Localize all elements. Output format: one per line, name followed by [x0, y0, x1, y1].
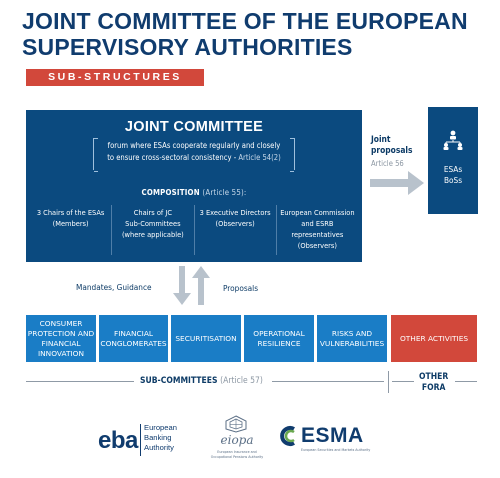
org-chart-icon — [442, 130, 464, 150]
joint-proposals-label — [371, 134, 421, 156]
eba-logo-line: Banking — [144, 433, 172, 442]
other-fora-label — [419, 372, 448, 394]
description-line-2 — [96, 152, 292, 164]
joint-proposals-line: proposals — [371, 145, 413, 155]
subcommittee-line: CONGLOMERATES — [100, 338, 167, 348]
esas-line-2: BoSs — [443, 175, 463, 185]
composition-article: (Article 55): — [202, 188, 247, 197]
subcommittee-line: VULNERABILITIES — [319, 338, 385, 348]
other-activities-box — [391, 315, 477, 362]
other-fora-line-left — [392, 381, 414, 382]
member-line: (Observers) — [215, 219, 255, 228]
eba-logo-divider — [140, 424, 141, 456]
up-arrow-icon — [192, 266, 210, 305]
down-arrow-icon — [173, 266, 191, 305]
right-arrow-icon — [370, 171, 426, 195]
subcommittee-securitisation — [171, 315, 241, 362]
joint-proposals-article: Article 56 — [371, 159, 404, 168]
subcommittees-line-left — [26, 381, 134, 382]
eba-logo-line: Authority — [144, 443, 174, 452]
member-subcommittee-chairs — [111, 205, 193, 255]
esas-text — [428, 164, 478, 186]
member-line: Chairs of JC — [133, 208, 172, 217]
esma-emblem-icon — [279, 425, 299, 447]
subcommittees-label: SUB-COMMITTEES — [140, 376, 218, 386]
eiopa-emblem-icon — [224, 415, 248, 433]
subcommittees-article: (Article 57) — [220, 376, 263, 386]
joint-committee-description — [96, 140, 292, 164]
composition-members — [30, 205, 358, 255]
eba-logo-line: European — [144, 423, 177, 432]
member-line: (Members) — [52, 219, 89, 228]
subcommittee-line: OTHER ACTIVITIES — [399, 333, 469, 343]
member-line: (where applicable) — [121, 230, 184, 239]
joint-committee-box — [26, 110, 362, 262]
subcommittee-line: RISKS AND — [331, 328, 373, 338]
esma-logo-mark: ESMA — [301, 424, 364, 447]
proposals-label: Proposals — [223, 283, 259, 293]
subcommittee-line: FINANCIAL — [113, 328, 154, 338]
member-line: 3 Chairs of the ESAs — [36, 208, 105, 217]
description-line-1: forum where ESAs cooperate regularly and closely — [107, 141, 281, 150]
title-line-2: SUPERVISORY AUTHORITIES — [22, 34, 353, 60]
esma-logo-text: European Securities and Markets Authority — [301, 448, 371, 452]
subcommittees-footer-label — [140, 376, 263, 386]
title-line-1: JOINT COMMITTEE OF THE EUROPEAN — [22, 8, 468, 34]
member-line: Sub-Committees — [125, 219, 181, 228]
member-ec-esrb — [276, 205, 358, 255]
subcommittee-line: INNOVATION — [37, 348, 84, 358]
eiopa-logo-line: Occupational Pensions Authority — [210, 454, 264, 459]
composition-label: COMPOSITION — [141, 188, 200, 197]
description-article: Article 54(2) — [238, 153, 281, 162]
subcommittee-operational-resilience — [244, 315, 314, 362]
sub-structures-banner: SUB-STRUCTURES — [26, 69, 204, 86]
eba-logo-text — [144, 423, 177, 453]
member-line: (Observers) — [297, 241, 337, 250]
subcommittee-line: OPERATIONAL — [253, 328, 305, 338]
subcommittees-line-right — [272, 381, 384, 382]
esas-bos-box — [428, 107, 478, 214]
member-executive-directors — [194, 205, 276, 255]
subcommittee-line: RESILIENCE — [257, 338, 301, 348]
page-title — [22, 8, 492, 60]
subcommittee-line: FINANCIAL — [41, 338, 81, 348]
member-line: and ESRB representatives — [291, 219, 344, 239]
subcommittee-financial-conglomerates — [99, 315, 168, 362]
mandates-proposals-arrows — [172, 266, 212, 306]
member-esa-chairs — [30, 205, 111, 255]
member-line: 3 Executive Directors — [199, 208, 271, 217]
eiopa-logo — [204, 415, 270, 463]
subcommittee-line: PROTECTION AND — [27, 328, 95, 338]
eba-logo — [98, 421, 193, 459]
footer-divider — [388, 371, 389, 393]
esma-logo — [279, 423, 371, 455]
eiopa-logo-mark: eiopa — [220, 433, 254, 447]
eiopa-logo-line: European Insurance and — [217, 450, 257, 454]
joint-committee-title: JOINT COMMITTEE — [124, 119, 264, 135]
subcommittee-risks-vulnerabilities — [317, 315, 387, 362]
eiopa-logo-text — [204, 450, 270, 459]
other-fora-line: OTHER — [419, 372, 449, 382]
joint-proposals-line: Joint — [371, 134, 391, 144]
subcommittee-line: SECURITISATION — [175, 333, 237, 343]
member-line: European Commission — [280, 208, 355, 217]
eba-logo-mark: eba — [98, 427, 138, 454]
other-fora-line-right — [455, 381, 477, 382]
subcommittee-consumer-protection — [26, 315, 96, 362]
subcommittee-line: CONSUMER — [39, 318, 83, 328]
description-line-2-text: to ensure cross-sectoral consistency - — [107, 153, 239, 162]
other-fora-line: FORA — [421, 383, 446, 393]
mandates-guidance-label: Mandates, Guidance — [76, 282, 152, 292]
composition-heading — [26, 188, 362, 197]
esas-line-1: ESAs — [443, 164, 463, 174]
